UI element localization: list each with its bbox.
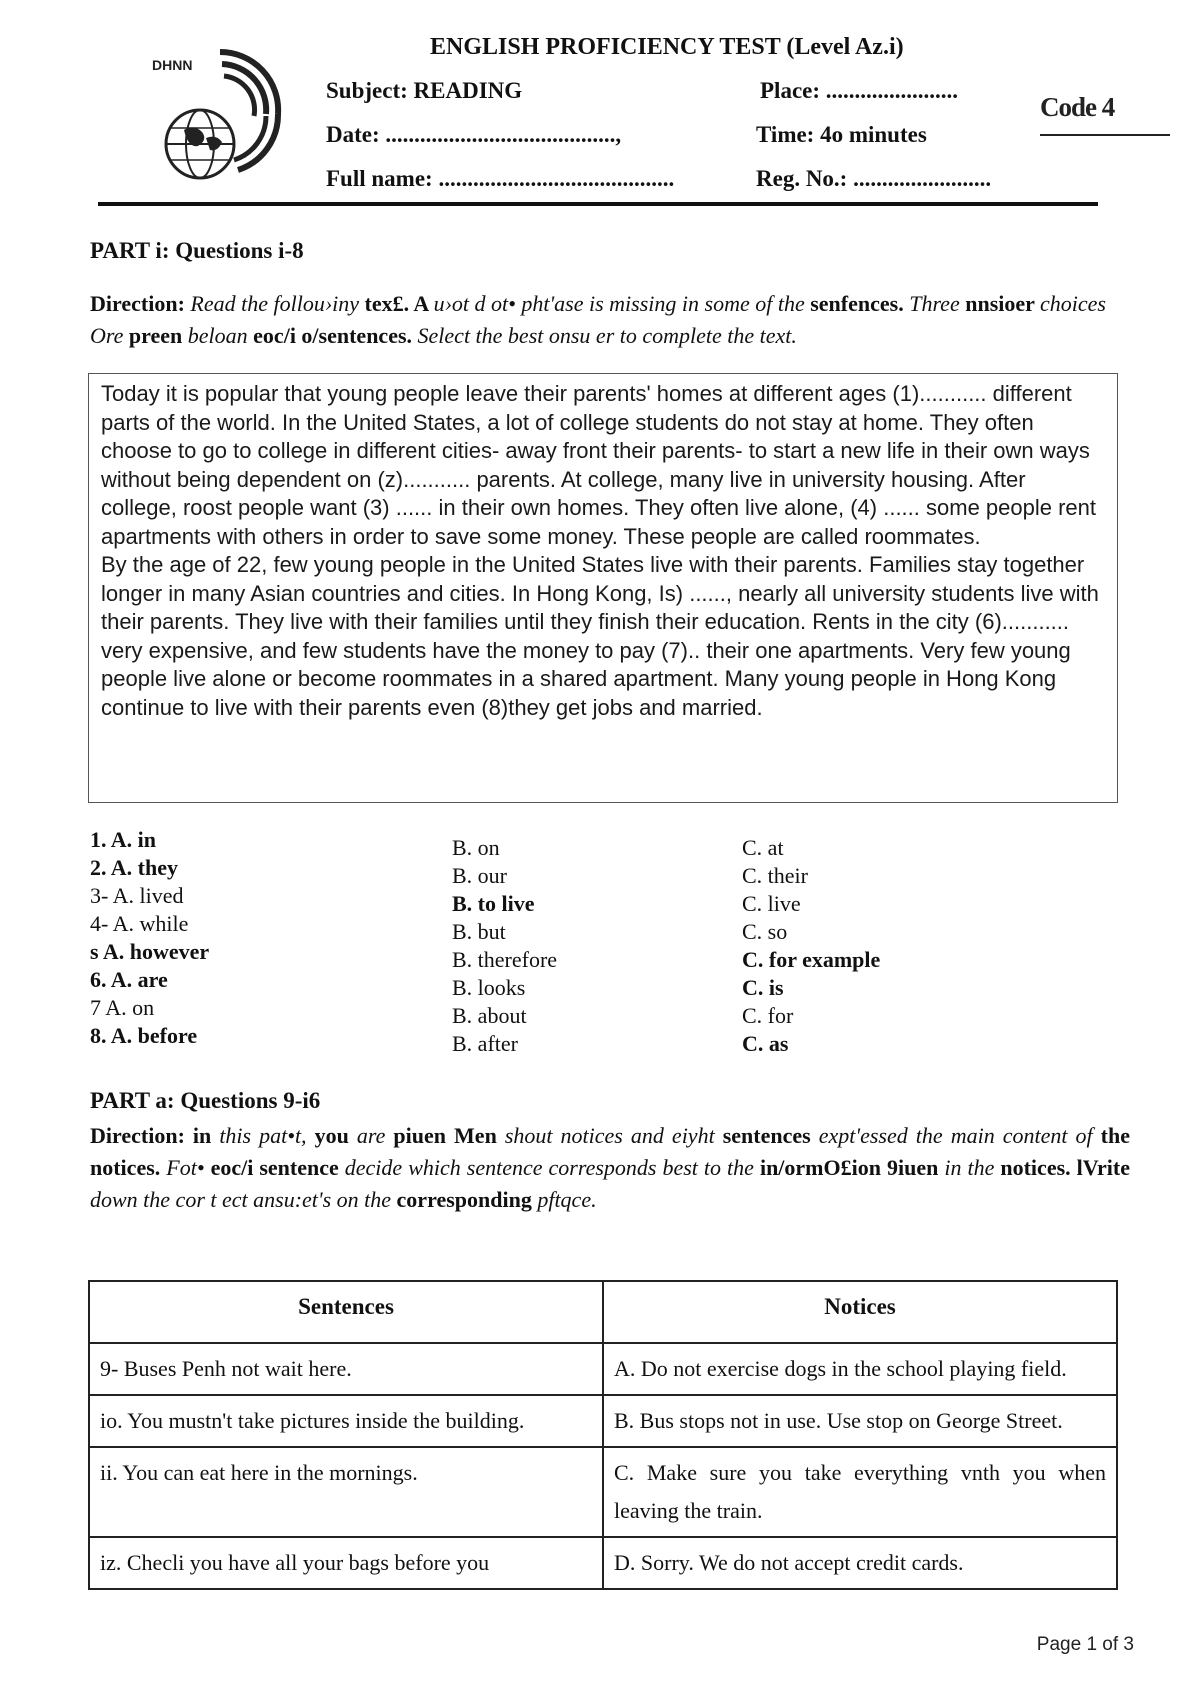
p1-segment: beloan	[187, 323, 254, 348]
notice-cell: D. Sorry. We do not accept credit cards.	[603, 1537, 1117, 1589]
option-c: C. live	[742, 891, 801, 916]
option-a: 4- A. while	[90, 911, 189, 936]
full-name-field: Full name: .........................................	[326, 166, 675, 191]
svg-text:DHNN: DHNN	[152, 57, 193, 73]
test-code: Code 4	[1040, 92, 1115, 122]
table-row	[89, 1447, 1117, 1537]
p1-segment: senfences.	[810, 291, 904, 316]
part2-direction	[90, 1120, 1130, 1216]
matching-table	[88, 1280, 1118, 1590]
table-row	[89, 1395, 1117, 1447]
passage-paragraph-1: Today it is popular that young people leave their parents' homes at different ages (1)........... different parts of the world. In the United States, a lot of college students do not stay at home. They often choose to go to college in different cities- away front their parents- to start a new life in their own ways without being dependent on (z)........... parents. At college, many live in university housing. After college, roost people want (3) ...... in their own homes. They often live alone, (4) ...... some people rent apartments with others in order to save some money. These people are called roommates.	[101, 381, 1097, 549]
part1-direction-label: Direction:	[90, 291, 185, 316]
time-field: Time: 4o minutes	[756, 122, 927, 147]
p1-segment: eoc/i o/sentences.	[253, 323, 413, 348]
p2-segment: down the cor t ect ansu:et's on the	[90, 1187, 397, 1212]
option-b: B. after	[452, 1031, 518, 1056]
subject-label: Subject:	[326, 78, 408, 103]
option-c: C. their	[742, 863, 808, 888]
sentence-cell: io. You mustn't take pictures inside the building.	[89, 1395, 603, 1447]
subject-value: READING	[413, 78, 523, 103]
option-a: 3- A. lived	[90, 883, 184, 908]
reading-passage	[88, 373, 1118, 803]
p2-segment: in/ormO£ion 9iuen	[759, 1155, 945, 1180]
options-column-c	[742, 834, 880, 1058]
p1-segment: tex£. A	[364, 291, 434, 316]
p2-segment: the notices.	[90, 1123, 1130, 1180]
test-title: ENGLISH PROFICIENCY TEST (Level Az.i)	[430, 34, 904, 60]
header-divider	[98, 202, 1098, 206]
p2-segment: decide which sentence corresponds best to the	[344, 1155, 760, 1180]
option-a: s A. however	[90, 939, 210, 964]
reg-no-field: Reg. No.: ........................	[756, 166, 992, 191]
option-c: C. at	[742, 835, 784, 860]
p2-segment: piuen Men	[393, 1123, 505, 1148]
option-b: B. therefore	[452, 947, 558, 972]
subject-line	[326, 78, 522, 104]
p2-segment: in the	[944, 1155, 1001, 1180]
sentence-cell: iz. Checli you have all your bags before you	[89, 1537, 603, 1589]
passage-paragraph-2: By the age of 22, few young people in the United States live with their parents. Families stay together longer in many Asian countries and cities. In Hong Kong, Is) ......, nearly all university students live with their parents. They live with their families until they finish their education. Rents in the city (6)........... very expensive, and few students have the money to pay (7).. their one apartments. Very few young people live alone or become roommates in a shared apartment. Many young people in Hong Kong continue to live with their parents even (8)they get jobs and married.	[101, 552, 1099, 720]
code-underline	[1040, 134, 1170, 136]
dhnn-logo	[150, 42, 290, 192]
option-c: C. so	[742, 919, 788, 944]
option-a: 2. A. they	[90, 855, 178, 880]
part2-heading: PART a: Questions 9-i6	[90, 1088, 321, 1113]
part1-direction-text	[90, 291, 1106, 348]
option-c: C. as	[742, 1031, 789, 1056]
p2-segment: notices. lVrite	[1000, 1155, 1130, 1180]
option-a: 6. A. are	[90, 967, 168, 992]
p2-segment: pftqce.	[537, 1187, 597, 1212]
page-number: Page 1 of 3	[1036, 1634, 1134, 1655]
option-c: C. is	[742, 975, 784, 1000]
p1-segment: choices Ore	[90, 291, 1106, 348]
p2-segment: Fot•	[160, 1155, 211, 1180]
p2-segment: you	[314, 1123, 357, 1148]
globe-logo-icon	[150, 42, 290, 192]
option-c: C. for	[742, 1003, 794, 1028]
option-a: 7 A. on	[90, 995, 155, 1020]
p1-segment: preen	[128, 323, 188, 348]
p2-segment: Direction: in	[90, 1123, 220, 1148]
notice-cell: A. Do not exercise dogs in the school playing field.	[603, 1343, 1117, 1395]
option-b: B. our	[452, 863, 507, 888]
table-row	[89, 1343, 1117, 1395]
table-body	[89, 1343, 1117, 1589]
p2-segment: sentences	[722, 1123, 819, 1148]
p2-segment: expt'essed the main content of	[818, 1123, 1101, 1148]
option-b: B. looks	[452, 975, 526, 1000]
notice-cell: B. Bus stops not in use. Use stop on George Street.	[603, 1395, 1117, 1447]
option-b: B. to live	[452, 891, 535, 916]
part1-heading: PART i: Questions i-8	[90, 238, 304, 263]
p1-segment: nnsioer	[965, 291, 1040, 316]
options-column-b	[452, 834, 557, 1058]
option-b: B. but	[452, 919, 506, 944]
p1-segment: u›ot d ot• pht'ase is missing in some of the	[433, 291, 811, 316]
sentence-cell: ii. You can eat here in the mornings.	[89, 1447, 603, 1537]
option-a: 8. A. before	[90, 1023, 198, 1048]
option-b: B. about	[452, 1003, 527, 1028]
p1-segment: Read the follou›iny	[184, 291, 365, 316]
p2-segment: this pat•t,	[219, 1123, 315, 1148]
sentences-header: Sentences	[89, 1281, 603, 1343]
p1-segment: Select the best onsu er to complete the text.	[412, 323, 797, 348]
table-row	[89, 1537, 1117, 1589]
option-b: B. on	[452, 835, 500, 860]
p2-segment: shout notices and eiyht	[504, 1123, 723, 1148]
p2-segment: eoc/i sentence	[210, 1155, 345, 1180]
options-column-a	[90, 826, 209, 1050]
p2-segment: are	[356, 1123, 394, 1148]
place-field: Place: .......................	[760, 78, 959, 103]
option-c: C. for example	[742, 947, 881, 972]
table-header-row	[89, 1281, 1117, 1343]
notice-cell: C. Make sure you take everything vnth you when leaving the train.	[603, 1447, 1117, 1537]
p1-segment: Three	[903, 291, 966, 316]
sentence-cell: 9- Buses Penh not wait here.	[89, 1343, 603, 1395]
part1-direction	[90, 288, 1130, 352]
notices-header: Notices	[603, 1281, 1117, 1343]
p2-segment: corresponding	[396, 1187, 538, 1212]
date-field: Date: ........................................,	[326, 122, 622, 147]
option-a: 1. A. in	[90, 827, 157, 852]
